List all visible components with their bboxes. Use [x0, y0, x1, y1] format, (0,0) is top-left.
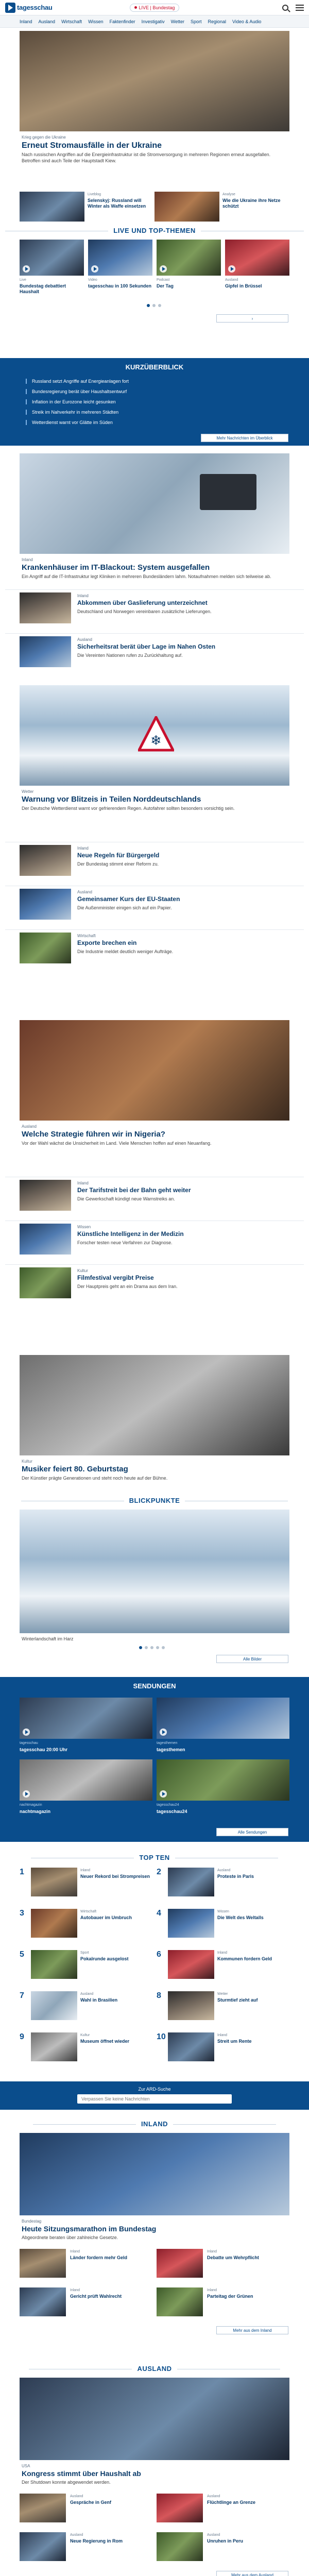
topten-rank: 1: [20, 1868, 24, 1876]
blickpunkte-caption: Winterlandschaft im Harz: [22, 1636, 74, 1641]
list3-text: Forscher testen neue Verfahren zur Diagnose.: [77, 1240, 173, 1245]
topten-title[interactable]: Die Welt des Weltalls: [217, 1915, 264, 1920]
inland-item-title[interactable]: Länder fordern mehr Geld: [70, 2255, 128, 2260]
sendung-roof: nachtmagazin: [20, 1803, 42, 1807]
live-pill[interactable]: [130, 4, 180, 12]
list2-image[interactable]: [20, 845, 71, 876]
kurz-item[interactable]: Inflation in der Eurozone leicht gesunken: [26, 399, 283, 404]
top-card-1-image[interactable]: [20, 192, 84, 222]
sendung-image[interactable]: [20, 1759, 152, 1801]
ausland-item-title[interactable]: Neue Regierung in Rom: [70, 2538, 123, 2544]
list2-title[interactable]: Gemeinsamer Kurs der EU-Staaten: [77, 895, 180, 903]
play-icon[interactable]: [160, 265, 167, 273]
list3-roof: Kultur: [77, 1268, 88, 1273]
topten-roof: Sport: [80, 1951, 89, 1955]
list1-roof: Ausland: [77, 637, 92, 642]
hero4-image[interactable]: [20, 1020, 289, 1121]
topten-rank: 6: [157, 1950, 161, 1959]
topten-roof: Inland: [80, 1869, 91, 1872]
hero4-title[interactable]: Welche Strategie führen wir in Nigeria?: [22, 1130, 165, 1139]
inland-lead-title[interactable]: Heute Sitzungsmarathon im Bundestag: [22, 2225, 157, 2233]
list2-title[interactable]: Exporte brechen ein: [77, 939, 137, 946]
list2-roof: Inland: [77, 846, 89, 851]
sendung-image[interactable]: [20, 1698, 152, 1739]
topten-rank: 10: [157, 2032, 166, 2041]
top-card-2-image[interactable]: [154, 192, 219, 222]
logo[interactable]: [5, 3, 53, 13]
topten-image[interactable]: [31, 1991, 77, 2020]
inland-heading: INLAND: [0, 2120, 309, 2128]
inland-item-image[interactable]: [157, 2249, 203, 2278]
inland-item-title[interactable]: Gericht prüft Wahlrecht: [70, 2294, 122, 2299]
topten-rank: 5: [20, 1950, 24, 1959]
kurz-item[interactable]: Wetterdienst warnt vor Glätte im Süden: [26, 420, 283, 425]
search-icon[interactable]: [282, 5, 288, 11]
nav-item[interactable]: Sport: [191, 19, 202, 24]
sendung-image[interactable]: [157, 1698, 289, 1739]
hero5-title[interactable]: Musiker feiert 80. Geburtstag: [22, 1465, 128, 1473]
list2-roof: Ausland: [77, 890, 92, 894]
ausland-item-roof: Ausland: [70, 2533, 83, 2537]
topten-image[interactable]: [31, 2032, 77, 2061]
list1-title[interactable]: Abkommen über Gaslieferung unterzeichnet: [77, 599, 208, 606]
hero2-title[interactable]: Krankenhäuser im IT-Blackout: System ausgefallen: [22, 563, 210, 572]
live-item-title[interactable]: Der Tag: [157, 283, 174, 289]
ausland-item-title[interactable]: Gespräche in Genf: [70, 2500, 112, 2505]
inland-item-roof: Inland: [207, 2289, 217, 2292]
top-card-2-title[interactable]: Wie die Ukraine ihre Netze schützt: [222, 198, 281, 209]
play-icon[interactable]: [91, 265, 98, 273]
ausland-item-roof: Ausland: [207, 2495, 220, 2498]
topten-image[interactable]: [31, 1868, 77, 1896]
list3-text: Die Gewerkschaft kündigt neue Warnstreiks an.: [77, 1196, 175, 1201]
kurz-item[interactable]: Bundesregierung berät über Haushaltsentwurf: [26, 389, 283, 394]
inland-item-image[interactable]: [157, 2287, 203, 2316]
ausland-item-roof: Ausland: [70, 2495, 83, 2498]
list2-text: Der Bundestag stimmt einer Reform zu.: [77, 861, 159, 867]
live-item-roof: Ausland: [225, 278, 238, 282]
ausland-item-title[interactable]: Flüchtlinge an Grenze: [207, 2500, 256, 2505]
kurz-more-button[interactable]: Mehr Nachrichten im Überblick: [201, 434, 288, 442]
list3-title[interactable]: Der Tarifstreit bei der Bahn geht weiter: [77, 1187, 191, 1194]
list1-text: Deutschland und Norwegen vereinbaren zusätzliche Lieferungen.: [77, 609, 212, 614]
nav-item[interactable]: Ausland: [38, 19, 56, 24]
hero2-image[interactable]: [20, 453, 289, 554]
inland-lead-text: Abgeordnete beraten über zahlreiche Gesetze.: [22, 2235, 118, 2240]
sendung-roof: tagesschau24: [157, 1803, 179, 1807]
live-item-roof: Live: [20, 278, 26, 282]
inland-lead-image[interactable]: [20, 2133, 289, 2215]
ausland-item-image[interactable]: [157, 2532, 203, 2561]
hero5-image[interactable]: [20, 1355, 289, 1455]
sendung-roof: tagesthemen: [157, 1741, 178, 1745]
ausland-item-roof: Ausland: [207, 2533, 220, 2537]
list1-image[interactable]: [20, 636, 71, 667]
topten-title[interactable]: Proteste in Paris: [217, 1874, 254, 1879]
kurz-item[interactable]: Russland setzt Angriffe auf Energieanlagen fort: [26, 379, 283, 384]
topten-title[interactable]: Museum öffnet wieder: [80, 2039, 130, 2044]
topten-roof: Wissen: [217, 1910, 229, 1913]
list3-roof: Wissen: [77, 1225, 91, 1229]
list2-text: Die Außenminister einigen sich auf ein Papier.: [77, 905, 172, 910]
live-dot-icon: [134, 6, 137, 9]
nav-item[interactable]: Faktenfinder: [109, 19, 135, 24]
svg-text:❄: ❄: [150, 733, 162, 749]
divider: [5, 589, 304, 590]
list2-image[interactable]: [20, 889, 71, 920]
sendung-title[interactable]: nachtmagazin: [20, 1809, 51, 1814]
list1-image[interactable]: [20, 592, 71, 623]
topten-roof: Kultur: [80, 2033, 90, 2037]
divider: [5, 633, 304, 634]
inland-item-title[interactable]: Debatte um Wehrpflicht: [207, 2255, 259, 2260]
live-section-heading: LIVE UND TOP-THEMEN: [0, 227, 309, 234]
ausland-item-image[interactable]: [20, 2494, 66, 2522]
top-story-roof: Krieg gegen die Ukraine: [22, 135, 66, 140]
topten-roof: Wetter: [217, 1992, 228, 1996]
blickpunkte-heading: BLICKPUNKTE: [0, 1497, 309, 1504]
ausland-item-image[interactable]: [20, 2532, 66, 2561]
list3-title[interactable]: Künstliche Intelligenz in der Medizin: [77, 1230, 184, 1238]
ausland-item-title[interactable]: Unruhen in Peru: [207, 2538, 244, 2544]
hero5-text: Der Künstler prägte Generationen und steht noch heute auf der Bühne.: [22, 1476, 168, 1481]
sendung-title[interactable]: tagesschau24: [157, 1809, 187, 1814]
divider: [5, 929, 304, 930]
topten-roof: Wirtschaft: [80, 1910, 97, 1913]
live-item-title[interactable]: tagesschau in 100 Sekunden: [88, 283, 152, 289]
ausland-item-image[interactable]: [157, 2494, 203, 2522]
blickpunkte-pager[interactable]: [139, 1646, 165, 1649]
main-nav: [0, 15, 309, 28]
list2-roof: Wirtschaft: [77, 934, 96, 938]
play-icon[interactable]: [23, 265, 30, 273]
top-story-text: Nach russischen Angriffen auf die Energieinfrastruktur ist die Stromversorgung in mehreren Regionen erneut ausgefallen. Betroffen sind auch Teile der Hauptstadt Kiew.: [22, 152, 271, 164]
hero2-text: Ein Angriff auf die IT-Infrastruktur legt Kliniken in mehreren Bundesländern lahm. Notaufnahmen melden sich teilweise ab.: [22, 574, 271, 579]
nav-item[interactable]: Inland: [20, 19, 32, 24]
site-header: [0, 0, 309, 15]
topten-roof: Ausland: [217, 1869, 231, 1872]
topten-image[interactable]: [168, 1909, 214, 1938]
play-icon[interactable]: [228, 265, 235, 273]
live-pager[interactable]: [147, 304, 161, 307]
kurzueberblick-heading: KURZÜBERBLICK: [125, 363, 184, 371]
topten-title[interactable]: Kommunen fordern Geld: [217, 1956, 272, 1961]
topten-image[interactable]: [168, 1950, 214, 1979]
live-more-button[interactable]: ›: [216, 314, 288, 323]
topten-image[interactable]: [168, 1868, 214, 1896]
blickpunkte-image[interactable]: [20, 1510, 289, 1633]
inland-item-roof: Inland: [70, 2250, 80, 2253]
list3-roof: Inland: [77, 1181, 89, 1185]
list2-title[interactable]: Neue Regeln für Bürgergeld: [77, 852, 160, 859]
topten-rank: 4: [157, 1909, 161, 1918]
hero4-text: Vor der Wahl wächst die Unsicherheit im Land. Viele Menschen hoffen auf einen Neuanfang.: [22, 1141, 212, 1146]
list3-image[interactable]: [20, 1267, 71, 1298]
top-story-title[interactable]: Erneut Stromausfälle in der Ukraine: [22, 141, 162, 150]
topten-heading: TOP TEN: [0, 1854, 309, 1861]
list2-text: Die Industrie meldet deutlich weniger Aufträge.: [77, 949, 174, 954]
topten-image[interactable]: [168, 2032, 214, 2061]
menu-icon[interactable]: [296, 5, 304, 11]
topten-title[interactable]: Sturmtief zieht auf: [217, 1997, 258, 2003]
nav-item[interactable]: Wetter: [170, 19, 184, 24]
ausland-heading: AUSLAND: [0, 2365, 309, 2372]
hero4-roof: Ausland: [22, 1124, 37, 1129]
topten-rank: 2: [157, 1868, 161, 1876]
top-story-image[interactable]: [20, 31, 289, 131]
topten-rank: 3: [20, 1909, 24, 1918]
topten-image[interactable]: [31, 1950, 77, 1979]
sendungen-more-button[interactable]: Alle Sendungen: [216, 1828, 288, 1836]
inland-item-image[interactable]: [20, 2287, 66, 2316]
ausland-more-button[interactable]: Mehr aus dem Ausland: [216, 2571, 288, 2576]
search-band-input[interactable]: Verpassen Sie keine Nachrichten: [77, 2094, 232, 2104]
snowflake-icon: [138, 716, 174, 752]
topten-title[interactable]: Neuer Rekord bei Strompreisen: [80, 1874, 150, 1879]
hero3-image[interactable]: [20, 685, 289, 786]
live-item-roof: Podcast: [157, 278, 170, 282]
hero2-roof: Inland: [22, 557, 33, 562]
topten-title[interactable]: Autobauer im Umbruch: [80, 1915, 132, 1920]
list1-roof: Inland: [77, 594, 89, 598]
inland-item-image[interactable]: [20, 2249, 66, 2278]
live-item-title[interactable]: Bundestag debattiert Haushalt: [20, 283, 66, 295]
live-item-title[interactable]: Gipfel in Brüssel: [225, 283, 262, 289]
hero3-text: Der Deutsche Wetterdienst warnt vor gefrierendem Regen. Autofahrer sollten besonders vorsichtig sein.: [22, 806, 235, 811]
play-icon[interactable]: [23, 1728, 30, 1736]
inland-more-button[interactable]: Mehr aus dem Inland: [216, 2326, 288, 2334]
topten-title[interactable]: Streit um Rente: [217, 2039, 252, 2044]
topten-image[interactable]: [168, 1991, 214, 2020]
logo-text: tagesschau: [17, 4, 53, 11]
list2-image[interactable]: [20, 933, 71, 963]
nav-item[interactable]: Investigativ: [141, 19, 165, 24]
inland-item-roof: Inland: [207, 2250, 217, 2253]
topten-title[interactable]: Wahl in Brasilien: [80, 1997, 118, 2003]
nav-item[interactable]: Video & Audio: [232, 19, 262, 24]
play-icon[interactable]: [160, 1790, 167, 1798]
ausland-lead-image[interactable]: [20, 2378, 289, 2460]
topten-roof: Ausland: [80, 1992, 94, 1996]
topten-image[interactable]: [31, 1909, 77, 1938]
inland-item-title[interactable]: Parteitag der Grünen: [207, 2294, 253, 2299]
list3-image[interactable]: [20, 1180, 71, 1211]
list3-image[interactable]: [20, 1224, 71, 1255]
topten-rank: 8: [157, 1991, 161, 2000]
live-item-roof: Video: [88, 278, 97, 282]
list1-text: Die Vereinten Nationen rufen zu Zurückhaltung auf.: [77, 653, 183, 658]
monitor-icon: [200, 474, 256, 510]
sendung-image[interactable]: [157, 1759, 289, 1801]
top-card-2-roof: Analyse: [222, 193, 235, 196]
logo-icon: [5, 3, 15, 13]
list3-text: Der Hauptpreis geht an ein Drama aus dem Iran.: [77, 1284, 178, 1289]
list3-title[interactable]: Filmfestival vergibt Preise: [77, 1274, 154, 1281]
list1-title[interactable]: Sicherheitsrat berät über Lage im Nahen Osten: [77, 643, 216, 650]
play-icon[interactable]: [23, 1790, 30, 1798]
inland-item-roof: Inland: [70, 2289, 80, 2292]
hero3-roof: Wetter: [22, 789, 34, 794]
divider: [5, 1264, 304, 1265]
inland-lead-roof: Bundestag: [22, 2219, 42, 2224]
ausland-lead-title[interactable]: Kongress stimmt über Haushalt ab: [22, 2469, 141, 2478]
hero5-roof: Kultur: [22, 1459, 32, 1464]
top-card-1-title[interactable]: Selenskyj: Russland will Winter als Waffe einsetzen: [88, 198, 146, 209]
kurz-item[interactable]: Streik im Nahverkehr in mehreren Städten: [26, 410, 283, 415]
topten-title[interactable]: Pokalrunde ausgelost: [80, 1956, 129, 1961]
search-band-label: Zur ARD-Suche: [138, 2087, 171, 2092]
sendung-roof: tagesschau: [20, 1741, 38, 1745]
live-label: LIVE | Bundestag: [139, 5, 175, 10]
topten-rank: 7: [20, 1991, 24, 2000]
nav-item[interactable]: Wissen: [88, 19, 104, 24]
topten-roof: Inland: [217, 1951, 228, 1955]
sendung-title[interactable]: tagesschau 20:00 Uhr: [20, 1747, 68, 1752]
topten-rank: 9: [20, 2032, 24, 2041]
topten-roof: Inland: [217, 2033, 228, 2037]
ausland-lead-roof: USA: [22, 2464, 30, 2468]
sendung-title[interactable]: tagesthemen: [157, 1747, 185, 1752]
blickpunkte-more-button[interactable]: Alle Bilder: [216, 1655, 288, 1663]
play-icon[interactable]: [160, 1728, 167, 1736]
sendungen-heading: SENDUNGEN: [133, 1682, 176, 1690]
nav-item[interactable]: Regional: [208, 19, 227, 24]
hero3-title[interactable]: Warnung vor Blitzeis in Teilen Norddeutschlands: [22, 795, 201, 804]
top-card-1-roof: Liveblog: [88, 193, 101, 196]
nav-item[interactable]: Wirtschaft: [61, 19, 82, 24]
ausland-lead-text: Der Shutdown konnte abgewendet werden.: [22, 2480, 111, 2485]
